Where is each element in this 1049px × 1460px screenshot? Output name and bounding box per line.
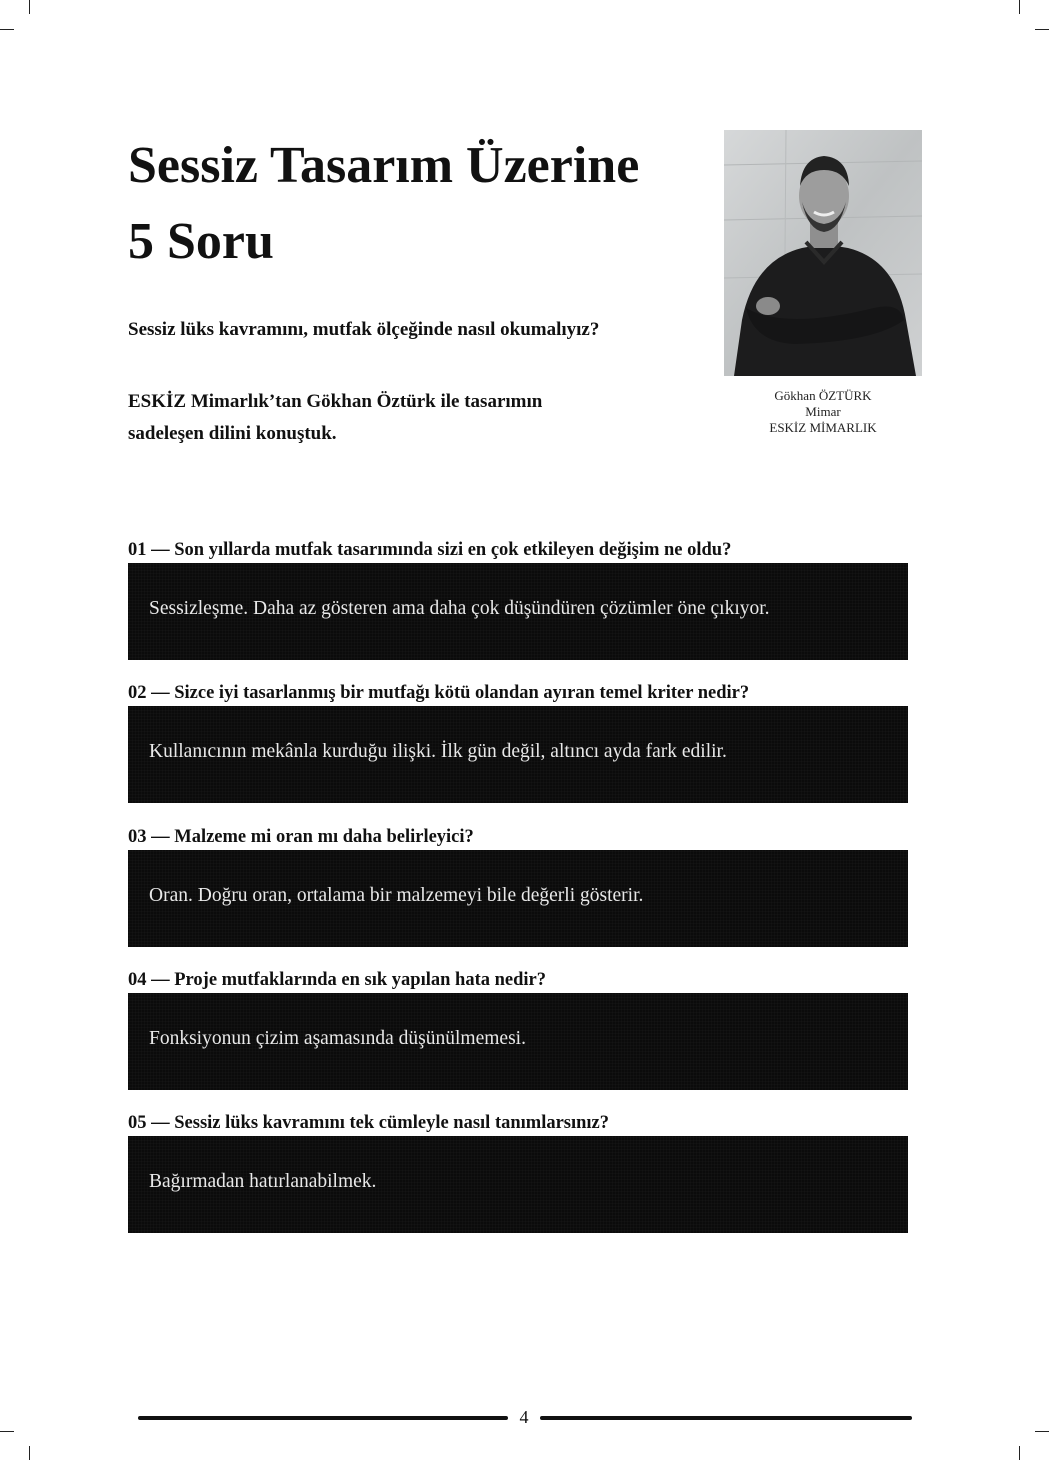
answer-4: Fonksiyonun çizim aşamasında düşünülmemesi. (149, 1028, 526, 1049)
question-2: 02 — Sizce iyi tasarlanmış bir mutfağı kötü olandan ayıran temel kriter nedir? (128, 683, 750, 703)
qa-item-1 (128, 539, 908, 660)
lead-question: Sessiz lüks kavramını, mutfak ölçeğinde nasıl okumalıyız? (128, 319, 600, 340)
qa-item-5 (128, 1112, 908, 1233)
portrait-caption (724, 388, 922, 436)
answer-box-1 (128, 563, 908, 660)
answer-box-3 (128, 850, 908, 947)
page-number: 4 (519, 1407, 529, 1427)
answer-5: Bağırmadan hatırlanabilmek. (149, 1171, 377, 1192)
crop-mark-bottom-right (1019, 1446, 1020, 1460)
title-line-1: Sessiz Tasarım Üzerine (128, 137, 640, 194)
caption-firm: ESKİZ MİMARLIK (769, 420, 877, 435)
title-line-2: 5 Soru (128, 213, 274, 270)
qa-item-4 (128, 969, 908, 1090)
crop-mark-bottom-right-h (1035, 1431, 1049, 1432)
intro-text (128, 386, 628, 450)
answer-box-2 (128, 706, 908, 803)
question-3: 03 — Malzeme mi oran mı daha belirleyici? (128, 827, 474, 847)
crop-mark-top-left-h (0, 29, 14, 30)
portrait-photo (724, 130, 922, 376)
page-title (128, 128, 708, 280)
crop-mark-bottom-left (29, 1446, 30, 1460)
answer-box-4 (128, 993, 908, 1090)
footer-rule-left (138, 1416, 508, 1420)
intro-line-2: sadeleşen dilini konuştuk. (128, 423, 337, 444)
caption-role: Mimar (805, 404, 841, 419)
footer-rule-right (540, 1416, 912, 1420)
answer-1: Sessizleşme. Daha az gösteren ama daha çok düşündüren çözümler öne çıkıyor. (149, 598, 770, 619)
answer-box-5 (128, 1136, 908, 1233)
crop-mark-top-left (29, 0, 30, 14)
question-4: 04 — Proje mutfaklarında en sık yapılan hata nedir? (128, 970, 547, 990)
crop-mark-top-right-h (1035, 29, 1049, 30)
answer-3: Oran. Doğru oran, ortalama bir malzemeyi bile değerli gösterir. (149, 885, 644, 906)
qa-item-3 (128, 826, 908, 947)
crop-mark-top-right (1019, 0, 1020, 14)
crop-mark-bottom-left-h (0, 1431, 14, 1432)
answer-2: Kullanıcının mekânla kurduğu ilişki. İlk gün değil, altıncı ayda fark edilir. (149, 741, 727, 762)
caption-name: Gökhan ÖZTÜRK (774, 388, 872, 403)
question-5: 05 — Sessiz lüks kavramını tek cümleyle nasıl tanımlarsınız? (128, 1113, 610, 1133)
question-1: 01 — Son yıllarda mutfak tasarımında sizi en çok etkileyen değişim ne oldu? (128, 540, 732, 560)
qa-item-2 (128, 682, 908, 803)
intro-line-1: ESKİZ Mimarlık’tan Gökhan Öztürk ile tasarımın (128, 391, 543, 412)
